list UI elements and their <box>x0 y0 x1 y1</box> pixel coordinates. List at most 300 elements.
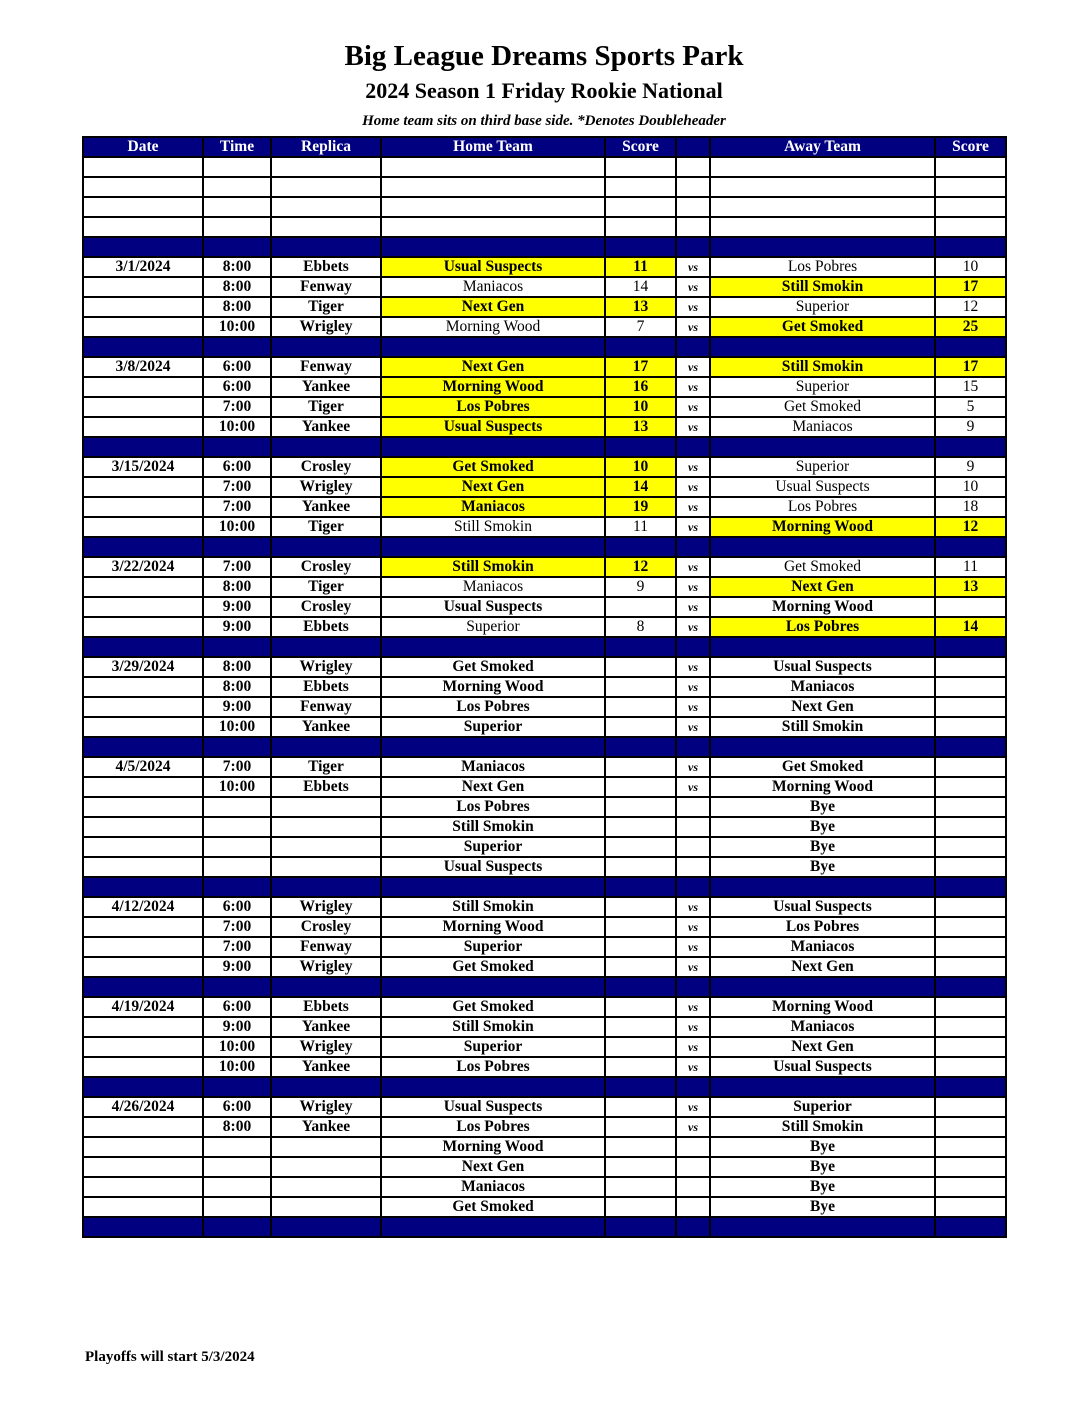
replica-cell: Fenway <box>271 697 381 717</box>
vs-cell: vs <box>676 717 710 737</box>
away-score-cell <box>935 637 1006 657</box>
away-team-cell: Morning Wood <box>710 997 935 1017</box>
date-cell <box>83 697 203 717</box>
away-team-cell: Still Smokin <box>710 277 935 297</box>
vs-cell <box>676 157 710 177</box>
date-cell <box>83 1137 203 1157</box>
home-team-cell: Morning Wood <box>381 677 605 697</box>
home-score-cell <box>605 837 676 857</box>
away-score-cell <box>935 1177 1006 1197</box>
home-team-cell <box>381 217 605 237</box>
away-team-cell <box>710 217 935 237</box>
replica-cell <box>271 157 381 177</box>
time-cell <box>203 637 271 657</box>
home-score-cell <box>605 697 676 717</box>
time-cell: 10:00 <box>203 317 271 337</box>
date-cell <box>83 937 203 957</box>
time-cell <box>203 1197 271 1217</box>
away-team-cell: Bye <box>710 1197 935 1217</box>
vs-cell: vs <box>676 657 710 677</box>
home-team-cell: Still Smokin <box>381 817 605 837</box>
home-score-cell: 10 <box>605 457 676 477</box>
home-team-cell: Los Pobres <box>381 1117 605 1137</box>
away-score-cell <box>935 677 1006 697</box>
time-cell: 8:00 <box>203 277 271 297</box>
vs-cell <box>676 857 710 877</box>
game-row <box>83 837 1006 857</box>
home-team-cell: Get Smoked <box>381 1197 605 1217</box>
replica-cell <box>271 737 381 757</box>
vs-cell: vs <box>676 1097 710 1117</box>
blank-row <box>83 217 1006 237</box>
date-cell <box>83 197 203 217</box>
date-cell <box>83 157 203 177</box>
vs-cell: vs <box>676 597 710 617</box>
replica-cell <box>271 877 381 897</box>
vs-cell: vs <box>676 417 710 437</box>
game-row <box>83 857 1006 877</box>
replica-cell: Yankee <box>271 717 381 737</box>
away-score-cell <box>935 1017 1006 1037</box>
replica-cell <box>271 1137 381 1157</box>
away-score-cell <box>935 957 1006 977</box>
home-score-cell <box>605 1157 676 1177</box>
away-score-cell <box>935 1037 1006 1057</box>
time-cell: 10:00 <box>203 417 271 437</box>
replica-cell: Ebbets <box>271 777 381 797</box>
page-title: Big League Dreams Sports Park <box>344 40 744 72</box>
game-row <box>83 377 1006 397</box>
home-score-cell <box>605 157 676 177</box>
week-separator-row <box>83 1217 1006 1237</box>
home-score-cell <box>605 957 676 977</box>
home-score-cell: 17 <box>605 357 676 377</box>
home-team-cell <box>381 537 605 557</box>
home-score-cell: 16 <box>605 377 676 397</box>
vs-cell: vs <box>676 557 710 577</box>
away-team-cell <box>710 337 935 357</box>
time-cell: 6:00 <box>203 1097 271 1117</box>
home-team-cell <box>381 1217 605 1237</box>
home-team-cell: Usual Suspects <box>381 1097 605 1117</box>
home-team-cell: Get Smoked <box>381 997 605 1017</box>
home-score-cell <box>605 1037 676 1057</box>
home-team-cell: Los Pobres <box>381 797 605 817</box>
date-cell <box>83 677 203 697</box>
date-cell <box>83 577 203 597</box>
away-score-cell <box>935 997 1006 1017</box>
away-team-cell: Get Smoked <box>710 557 935 577</box>
date-cell <box>83 777 203 797</box>
game-row <box>83 757 1006 777</box>
replica-cell: Crosley <box>271 457 381 477</box>
game-row <box>83 557 1006 577</box>
away-score-cell <box>935 757 1006 777</box>
away-score-cell <box>935 197 1006 217</box>
date-cell <box>83 297 203 317</box>
replica-cell: Crosley <box>271 917 381 937</box>
away-team-cell: Bye <box>710 1137 935 1157</box>
time-cell: 9:00 <box>203 697 271 717</box>
game-row <box>83 1017 1006 1037</box>
date-cell <box>83 277 203 297</box>
date-cell <box>83 877 203 897</box>
home-team-cell: Maniacos <box>381 1177 605 1197</box>
date-cell: 3/29/2024 <box>83 657 203 677</box>
time-cell: 6:00 <box>203 897 271 917</box>
vs-cell: vs <box>676 617 710 637</box>
home-team-cell <box>381 977 605 997</box>
vs-cell: vs <box>676 757 710 777</box>
home-team-cell: Still Smokin <box>381 557 605 577</box>
away-score-cell <box>935 777 1006 797</box>
time-cell <box>203 437 271 457</box>
vs-cell: vs <box>676 1017 710 1037</box>
home-score-cell: 8 <box>605 617 676 637</box>
away-score-cell <box>935 977 1006 997</box>
home-score-cell <box>605 977 676 997</box>
replica-cell: Yankee <box>271 1117 381 1137</box>
replica-cell: Wrigley <box>271 897 381 917</box>
home-score-cell <box>605 1117 676 1137</box>
home-team-cell: Maniacos <box>381 277 605 297</box>
away-score-cell <box>935 177 1006 197</box>
time-cell: 10:00 <box>203 1057 271 1077</box>
home-team-cell: Superior <box>381 937 605 957</box>
game-row <box>83 1037 1006 1057</box>
time-cell <box>203 237 271 257</box>
away-score-cell <box>935 437 1006 457</box>
away-score-cell <box>935 897 1006 917</box>
date-cell <box>83 637 203 657</box>
game-row <box>83 497 1006 517</box>
vs-cell: vs <box>676 517 710 537</box>
date-cell <box>83 397 203 417</box>
vs-cell: vs <box>676 937 710 957</box>
date-cell <box>83 177 203 197</box>
vs-cell: vs <box>676 997 710 1017</box>
home-team-cell: Superior <box>381 1037 605 1057</box>
game-row <box>83 817 1006 837</box>
away-team-cell <box>710 237 935 257</box>
home-score-cell <box>605 537 676 557</box>
date-cell <box>83 817 203 837</box>
away-score-cell: 18 <box>935 497 1006 517</box>
date-cell <box>83 1157 203 1177</box>
col-date: Date <box>83 137 203 157</box>
replica-cell: Yankee <box>271 1057 381 1077</box>
home-team-cell: Maniacos <box>381 497 605 517</box>
date-cell <box>83 717 203 737</box>
date-cell <box>83 737 203 757</box>
vs-cell <box>676 1137 710 1157</box>
time-cell: 10:00 <box>203 717 271 737</box>
away-score-cell <box>935 1117 1006 1137</box>
away-score-cell <box>935 717 1006 737</box>
vs-cell: vs <box>676 677 710 697</box>
home-team-cell: Superior <box>381 837 605 857</box>
vs-cell: vs <box>676 277 710 297</box>
home-team-cell <box>381 437 605 457</box>
replica-cell <box>271 437 381 457</box>
away-score-cell <box>935 877 1006 897</box>
away-team-cell: Get Smoked <box>710 317 935 337</box>
away-team-cell: Los Pobres <box>710 257 935 277</box>
game-row <box>83 617 1006 637</box>
col-vs <box>676 137 710 157</box>
away-score-cell <box>935 1197 1006 1217</box>
date-cell <box>83 977 203 997</box>
game-row <box>83 517 1006 537</box>
away-score-cell: 9 <box>935 457 1006 477</box>
game-row <box>83 1157 1006 1177</box>
home-score-cell <box>605 1137 676 1157</box>
time-cell <box>203 857 271 877</box>
date-cell <box>83 857 203 877</box>
away-team-cell: Usual Suspects <box>710 897 935 917</box>
vs-cell <box>676 197 710 217</box>
col-away-team: Away Team <box>710 137 935 157</box>
away-team-cell: Superior <box>710 297 935 317</box>
time-cell: 10:00 <box>203 1037 271 1057</box>
time-cell <box>203 737 271 757</box>
game-row <box>83 317 1006 337</box>
away-team-cell: Bye <box>710 837 935 857</box>
away-team-cell <box>710 637 935 657</box>
game-row <box>83 277 1006 297</box>
away-team-cell: Superior <box>710 377 935 397</box>
time-cell: 8:00 <box>203 677 271 697</box>
away-team-cell: Get Smoked <box>710 397 935 417</box>
game-row <box>83 997 1006 1017</box>
home-score-cell <box>605 777 676 797</box>
away-team-cell: Usual Suspects <box>710 477 935 497</box>
game-row <box>83 697 1006 717</box>
away-score-cell <box>935 1077 1006 1097</box>
vs-cell: vs <box>676 317 710 337</box>
replica-cell: Tiger <box>271 757 381 777</box>
home-score-cell <box>605 1197 676 1217</box>
replica-cell <box>271 337 381 357</box>
date-cell <box>83 617 203 637</box>
replica-cell: Fenway <box>271 357 381 377</box>
home-score-cell: 10 <box>605 397 676 417</box>
vs-cell <box>676 1177 710 1197</box>
time-cell: 9:00 <box>203 597 271 617</box>
replica-cell: Yankee <box>271 417 381 437</box>
home-score-cell <box>605 1177 676 1197</box>
home-score-cell: 9 <box>605 577 676 597</box>
time-cell: 7:00 <box>203 757 271 777</box>
home-team-cell: Morning Wood <box>381 317 605 337</box>
time-cell <box>203 837 271 857</box>
replica-cell: Ebbets <box>271 997 381 1017</box>
time-cell <box>203 1077 271 1097</box>
col-time: Time <box>203 137 271 157</box>
date-cell <box>83 957 203 977</box>
away-team-cell <box>710 177 935 197</box>
vs-cell: vs <box>676 1117 710 1137</box>
away-score-cell <box>935 157 1006 177</box>
time-cell <box>203 157 271 177</box>
time-cell: 10:00 <box>203 777 271 797</box>
away-team-cell <box>710 1077 935 1097</box>
home-team-cell: Usual Suspects <box>381 257 605 277</box>
away-score-cell <box>935 817 1006 837</box>
away-team-cell <box>710 537 935 557</box>
away-score-cell: 17 <box>935 357 1006 377</box>
away-score-cell <box>935 337 1006 357</box>
vs-cell: vs <box>676 917 710 937</box>
home-team-cell: Still Smokin <box>381 517 605 537</box>
replica-cell <box>271 177 381 197</box>
game-row <box>83 1117 1006 1137</box>
replica-cell <box>271 857 381 877</box>
away-team-cell: Still Smokin <box>710 357 935 377</box>
game-row <box>83 477 1006 497</box>
home-score-cell: 14 <box>605 277 676 297</box>
vs-cell: vs <box>676 397 710 417</box>
blank-row <box>83 177 1006 197</box>
vs-cell: vs <box>676 497 710 517</box>
date-cell <box>83 797 203 817</box>
home-score-cell <box>605 917 676 937</box>
time-cell: 6:00 <box>203 997 271 1017</box>
replica-cell <box>271 1077 381 1097</box>
away-team-cell: Los Pobres <box>710 617 935 637</box>
vs-cell: vs <box>676 257 710 277</box>
vs-cell: vs <box>676 477 710 497</box>
game-row <box>83 777 1006 797</box>
away-team-cell: Bye <box>710 817 935 837</box>
vs-cell: vs <box>676 957 710 977</box>
home-score-cell <box>605 1077 676 1097</box>
away-score-cell <box>935 1217 1006 1237</box>
away-team-cell: Morning Wood <box>710 777 935 797</box>
date-cell <box>83 917 203 937</box>
away-score-cell <box>935 537 1006 557</box>
playoffs-note: Playoffs will start 5/3/2024 <box>85 1349 255 1365</box>
home-score-cell <box>605 937 676 957</box>
schedule-note: Home team sits on third base side. *Denotes Doubleheader <box>362 113 726 129</box>
away-team-cell: Superior <box>710 1097 935 1117</box>
replica-cell <box>271 1217 381 1237</box>
away-team-cell <box>710 977 935 997</box>
date-cell: 4/5/2024 <box>83 757 203 777</box>
home-score-cell <box>605 177 676 197</box>
time-cell: 10:00 <box>203 517 271 537</box>
home-score-cell <box>605 217 676 237</box>
date-cell <box>83 217 203 237</box>
game-row <box>83 577 1006 597</box>
time-cell: 9:00 <box>203 1017 271 1037</box>
game-row <box>83 957 1006 977</box>
time-cell: 6:00 <box>203 357 271 377</box>
home-team-cell: Los Pobres <box>381 1057 605 1077</box>
home-team-cell: Maniacos <box>381 757 605 777</box>
away-team-cell <box>710 877 935 897</box>
away-team-cell: Still Smokin <box>710 1117 935 1137</box>
game-row <box>83 297 1006 317</box>
home-team-cell: Next Gen <box>381 777 605 797</box>
replica-cell: Wrigley <box>271 317 381 337</box>
away-team-cell: Usual Suspects <box>710 1057 935 1077</box>
game-row <box>83 1057 1006 1077</box>
time-cell: 9:00 <box>203 617 271 637</box>
vs-cell: vs <box>676 777 710 797</box>
vs-cell: vs <box>676 577 710 597</box>
home-score-cell <box>605 1217 676 1237</box>
replica-cell: Fenway <box>271 277 381 297</box>
week-separator-row <box>83 637 1006 657</box>
home-score-cell: 11 <box>605 517 676 537</box>
vs-cell <box>676 217 710 237</box>
replica-cell: Tiger <box>271 297 381 317</box>
replica-cell: Crosley <box>271 597 381 617</box>
replica-cell: Wrigley <box>271 477 381 497</box>
away-score-cell: 10 <box>935 477 1006 497</box>
home-team-cell: Get Smoked <box>381 457 605 477</box>
home-score-cell: 19 <box>605 497 676 517</box>
vs-cell <box>676 797 710 817</box>
vs-cell <box>676 437 710 457</box>
home-score-cell: 7 <box>605 317 676 337</box>
date-cell <box>83 597 203 617</box>
away-score-cell <box>935 657 1006 677</box>
date-cell <box>83 1197 203 1217</box>
replica-cell <box>271 817 381 837</box>
home-team-cell: Usual Suspects <box>381 597 605 617</box>
home-team-cell <box>381 637 605 657</box>
away-team-cell <box>710 737 935 757</box>
away-team-cell <box>710 157 935 177</box>
away-score-cell <box>935 597 1006 617</box>
away-score-cell: 17 <box>935 277 1006 297</box>
col-home-team: Home Team <box>381 137 605 157</box>
replica-cell: Tiger <box>271 397 381 417</box>
time-cell <box>203 1177 271 1197</box>
away-team-cell: Bye <box>710 1157 935 1177</box>
home-team-cell: Los Pobres <box>381 397 605 417</box>
time-cell: 6:00 <box>203 457 271 477</box>
game-row <box>83 717 1006 737</box>
home-score-cell: 14 <box>605 477 676 497</box>
home-score-cell <box>605 597 676 617</box>
date-cell <box>83 1217 203 1237</box>
time-cell: 8:00 <box>203 657 271 677</box>
away-score-cell <box>935 1157 1006 1177</box>
home-score-cell: 12 <box>605 557 676 577</box>
replica-cell <box>271 637 381 657</box>
blank-row <box>83 157 1006 177</box>
date-cell <box>83 1057 203 1077</box>
game-row <box>83 917 1006 937</box>
home-score-cell <box>605 197 676 217</box>
away-team-cell: Next Gen <box>710 697 935 717</box>
replica-cell <box>271 217 381 237</box>
col-away-score: Score <box>935 137 1006 157</box>
vs-cell <box>676 877 710 897</box>
home-team-cell: Maniacos <box>381 577 605 597</box>
vs-cell <box>676 1077 710 1097</box>
time-cell: 7:00 <box>203 397 271 417</box>
col-replica: Replica <box>271 137 381 157</box>
home-team-cell: Morning Wood <box>381 917 605 937</box>
home-score-cell <box>605 797 676 817</box>
replica-cell: Ebbets <box>271 257 381 277</box>
away-score-cell <box>935 237 1006 257</box>
date-cell: 4/26/2024 <box>83 1097 203 1117</box>
